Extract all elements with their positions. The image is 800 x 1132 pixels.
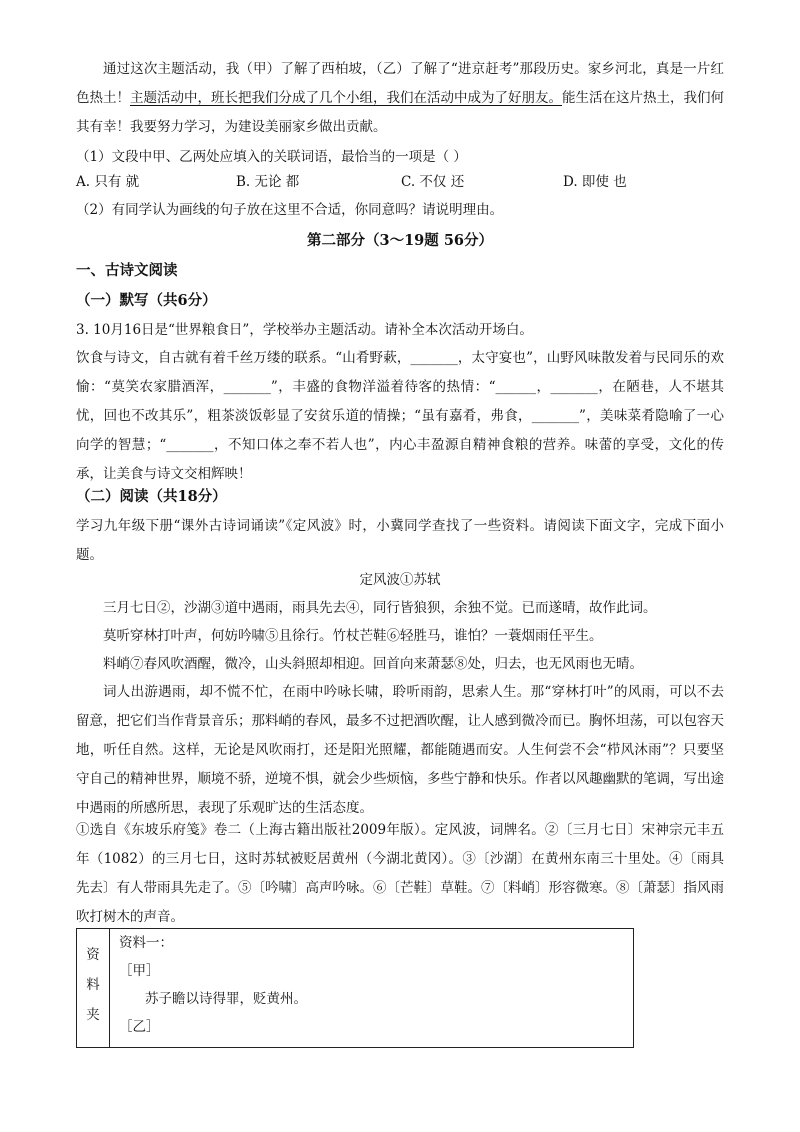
- box-label-char: 夹: [86, 1007, 100, 1023]
- material-jia-label: ［甲］: [119, 963, 160, 979]
- box-label-char: 资: [86, 947, 100, 963]
- part2-title: 第二部分（3～19题 56分）: [307, 232, 493, 249]
- poem-line-1: 莫听穿林打叶声，何妨吟啸⑤且徐行。竹杖芒鞋⑥轻胜马，谁怕？一蓑烟雨任平生。: [103, 628, 603, 644]
- subsection-heading-reading: （二）阅读（共18分）: [76, 488, 227, 505]
- question-3-body: 饮食与诗文，自古就有着千丝万缕的联系。“山肴野蔌，_______，太守宴也”，山野风味散发着与民同乐的欢愉：“莫笑农家腊酒浑，_______”，丰盛的食物洋溢着待客的热情：“______，_______，在陋巷，人不堪其忧，回也不改其乐”，粗茶淡饭彰显了安贫乐道的情操；“虽有嘉肴，弗食，_______”，美味菜肴隐喻了一心向学的智慧；“_______，不知口体之奉不若人也”，内心丰盈源自精神食粮的营养。味蕾的享受，文化的传承，让美食与诗文交相辉映！: [76, 350, 724, 482]
- material-box-label: [77, 929, 110, 1047]
- box-label-char: 料: [86, 977, 100, 993]
- underlined-sentence: 主题活动中，班长把我们分成了几个小组，我们在活动中成为了好朋友。: [130, 90, 562, 106]
- reading-intro: 学习九年级下册“课外古诗词诵读”《定风波》时，小冀同学查找了一些资料。请阅读下面文字，完成下面小题。: [76, 518, 724, 563]
- material-heading: 资料一：: [119, 935, 173, 951]
- option-a: A. 只有 就: [76, 174, 140, 190]
- question-1: （1）文段中甲、乙两处应填入的关联词语，最恰当的一项是（ ）: [76, 149, 467, 165]
- option-c: C. 不仅 还: [401, 174, 465, 190]
- poem-line-2: 料峭⑦春风吹酒醒，微冷，山头斜照却相迎。回首向来萧瑟⑧处，归去，也无风雨也无晴。: [103, 656, 643, 672]
- option-d: D. 即使 也: [563, 174, 627, 190]
- passage-paragraph: [76, 55, 724, 142]
- subsection-heading-dictation: （一）默写（共6分）: [76, 292, 217, 309]
- poem-commentary: 词人出游遇雨，却不慌不忙，在雨中吟咏长啸，聆听雨韵，思索人生。那“穿林打叶”的风雨，可以不去留意，把它们当作背景音乐；那料峭的春风，最多不过把酒吹醒，让人感到微冷而已。胸怀坦荡，可以包容天地，听任自然。这样，无论是风吹雨打，还是阳光照耀，都能随遇而安。人生何尝不会“栉风沐雨”？只要坚守自己的精神世界，顺境不骄，逆境不惧，就会少些烦恼，多些宁静和快乐。作者以风趣幽默的笔调，写出途中遇雨的所感所思，表现了乐观旷达的生活态度。: [76, 684, 724, 816]
- option-b: B. 无论 都: [236, 174, 300, 190]
- material-box: [76, 928, 634, 1048]
- poem-title: 定风波①苏轼: [359, 572, 441, 588]
- question-3-stem: 3. 10月16日是“世界粮食日”，学校举办主题活动。请补全本次活动开场白。: [76, 322, 533, 338]
- options-row: [76, 168, 724, 197]
- question-2: （2）有同学认为画线的句子放在这里不合适，你同意吗？请说明理由。: [76, 202, 504, 218]
- section-heading: 一、古诗文阅读: [76, 262, 178, 279]
- passage-text-a: 通过这次主题活动，我（甲）了解了西柏坡，（乙）了解了“进京赶考”那段历史。家乡河北，真是一片红色热土！: [76, 61, 724, 106]
- poem-preface: 三月七日②，沙湖③道中遇雨，雨具先去④，同行皆狼狈，余独不觉。已而遂晴，故作此词。: [103, 600, 657, 616]
- passage-text-b: 能生活在这片热土，我们何其有幸！我要努力学习，为建设美丽家乡做出贡献。: [76, 90, 724, 135]
- material-yi-label: ［乙］: [119, 1019, 160, 1035]
- annotations: ①选自《东坡乐府笺》卷二（上海古籍出版社2009年版）。定风波，词牌名。②〔三月七日〕宋神宗元丰五年（1082）的三月七日，这时苏轼被贬居黄州（今湖北黄冈）。③〔沙湖〕在黄州东南三十里处。④〔雨具先去〕有人带雨具先走了。⑤〔吟啸〕高声吟咏。⑥〔芒鞋〕草鞋。⑦〔料峭〕形容微寒。⑧〔萧瑟〕指风雨吹打树木的声音。: [76, 822, 724, 925]
- material-jia-text: 苏子瞻以诗得罪，贬黄州。: [145, 991, 307, 1007]
